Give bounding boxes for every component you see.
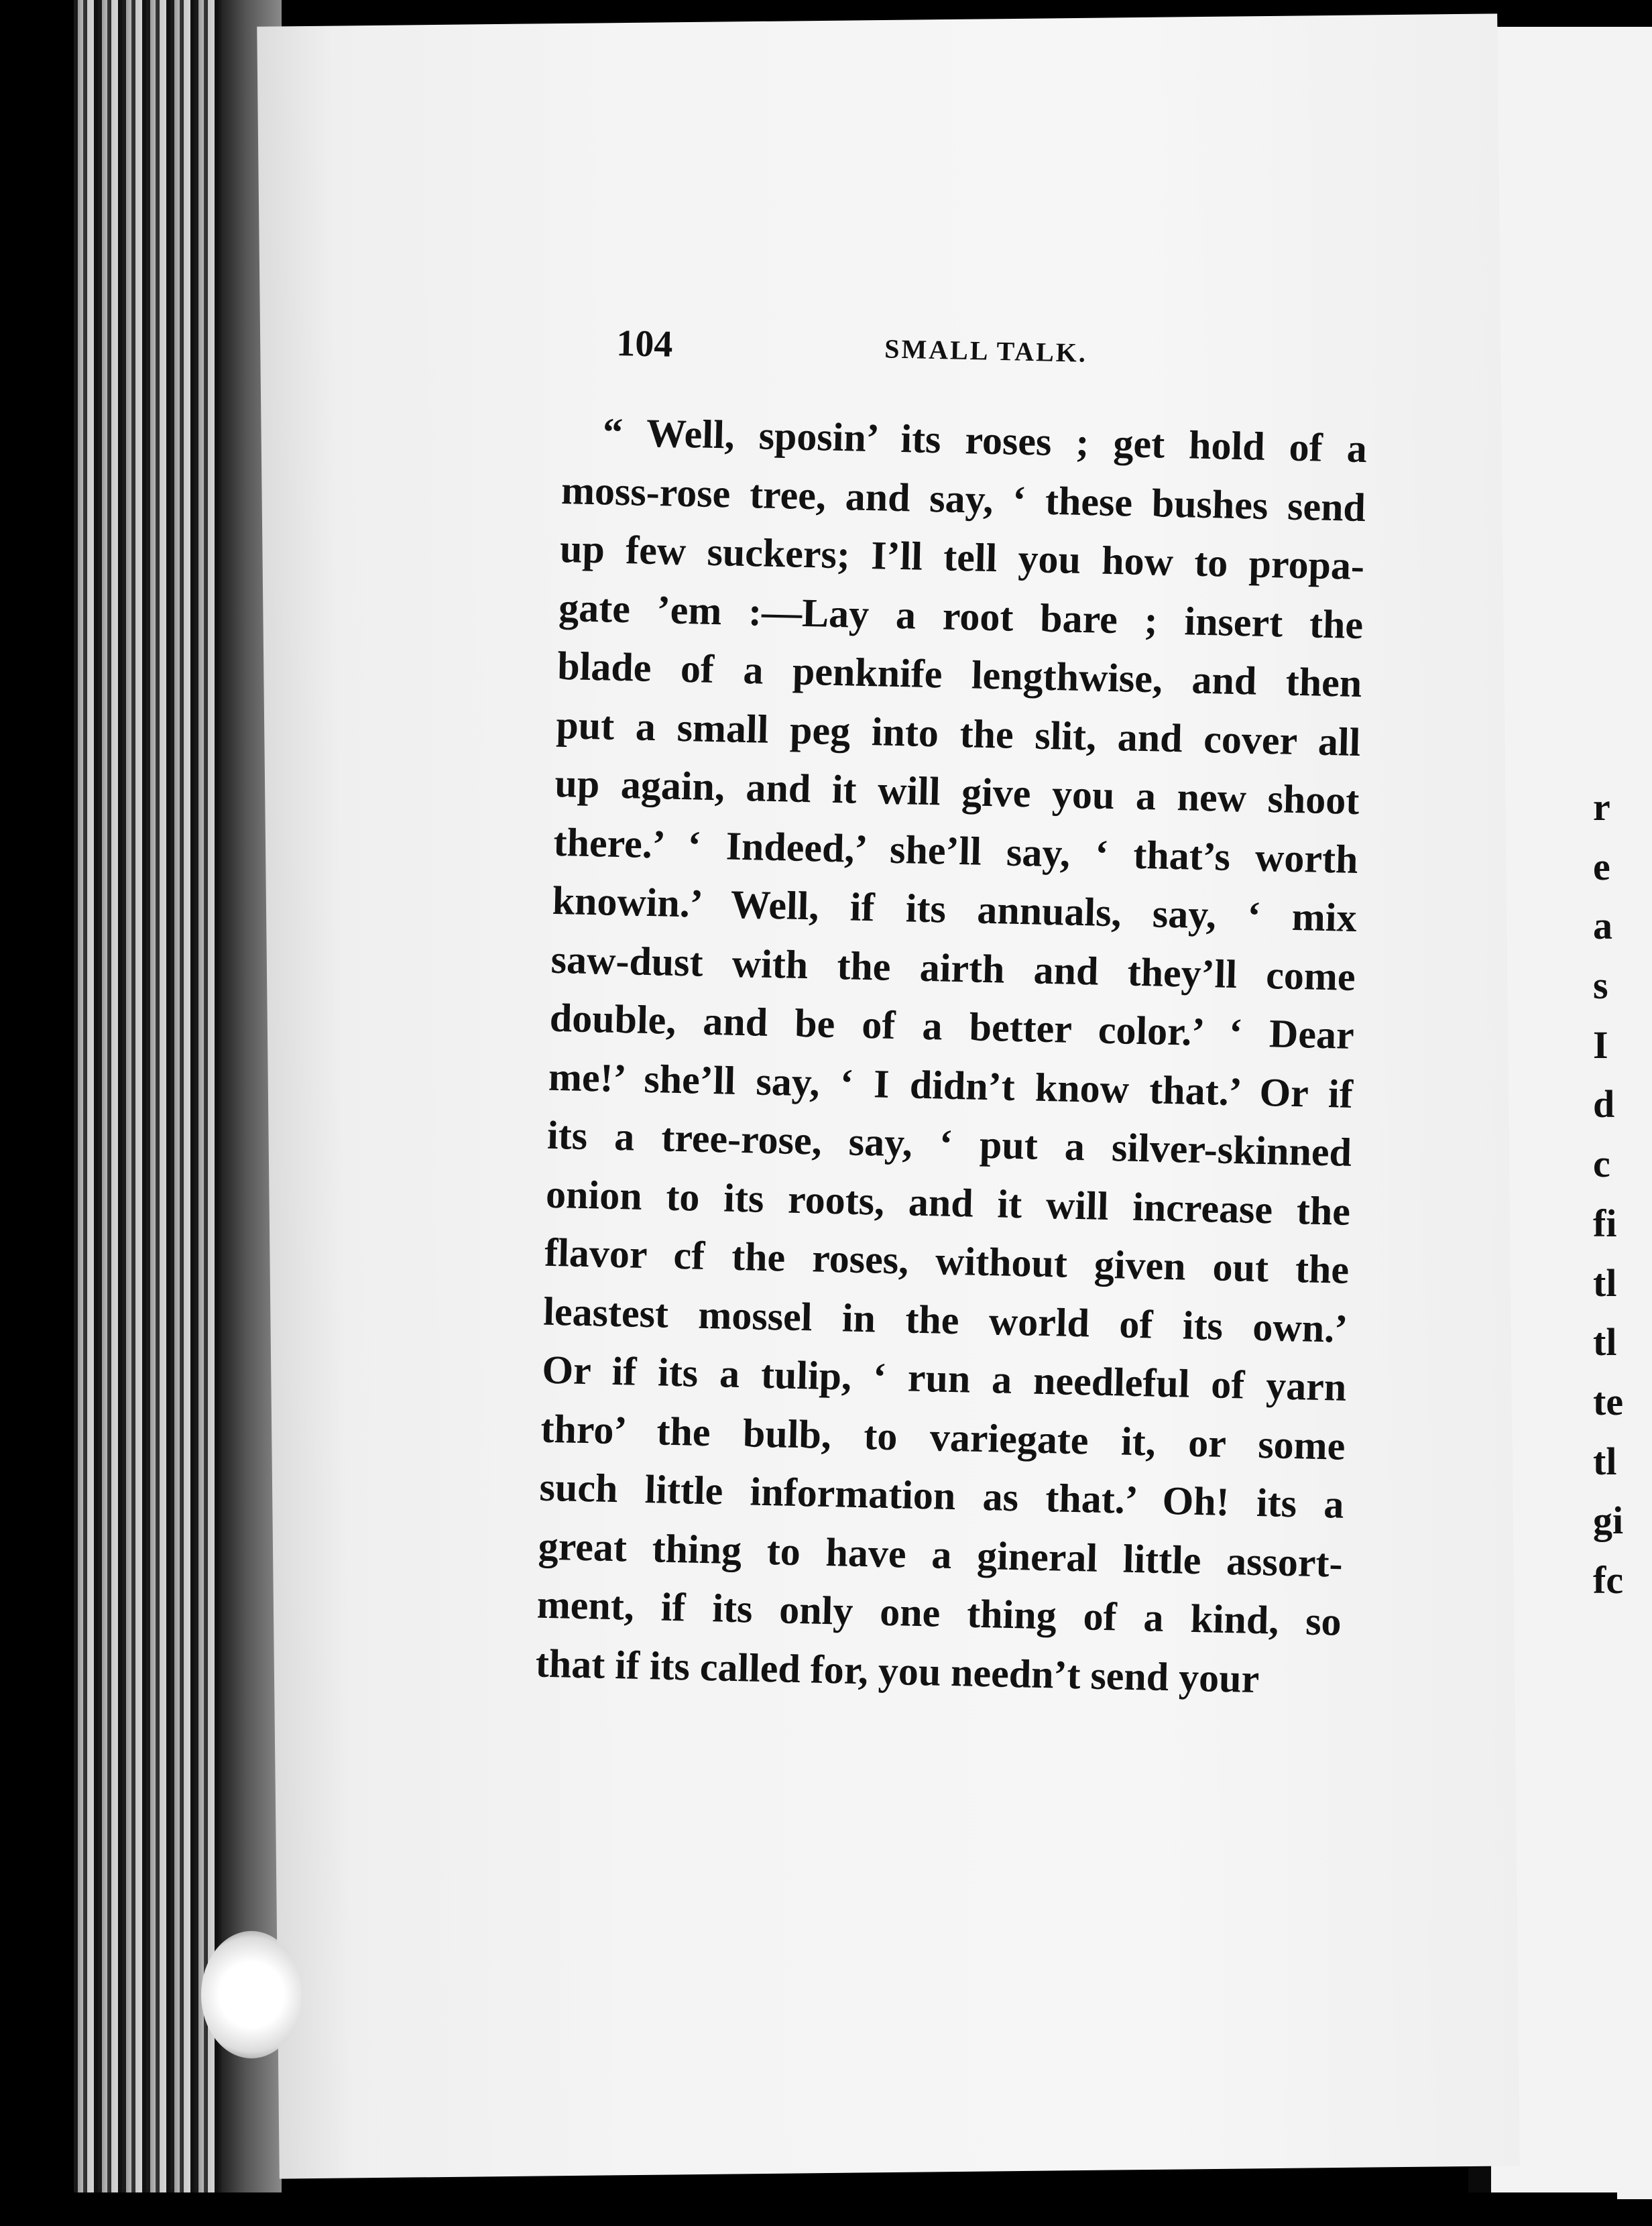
page-number: 104: [615, 322, 673, 365]
text-line: put a small peg into the slit, and cover all: [555, 702, 1361, 764]
fragment: e: [1593, 844, 1610, 888]
text-line: saw-dust with the airth and they’ll come: [550, 937, 1356, 999]
text-line: leastest mossel in the world of its own.’: [542, 1289, 1348, 1351]
text-line: flavor cf the roses, without given out the: [544, 1230, 1350, 1292]
adjacent-page-fragments: [1593, 778, 1624, 1610]
text-line: such little information as that.’ Oh! its a: [538, 1464, 1345, 1527]
running-head: SMALL TALK.: [884, 333, 1088, 368]
fragment: c: [1593, 1142, 1610, 1186]
text-line: that if its called for, you needn’t send your: [535, 1641, 1260, 1701]
body-text: [535, 402, 1368, 1710]
text-line: “ Well, sposin’ its roses ; get hold of a: [602, 410, 1368, 471]
paper-stain: [201, 1931, 302, 2058]
text-line: moss-rose tree, and say, ‘ these bushes send: [560, 467, 1366, 530]
fragment: r: [1593, 785, 1610, 829]
text-line: gate ’em :—Lay a root bare ; insert the: [558, 585, 1364, 647]
text-line: Or if its a tulip, ‘ run a needleful of yarn: [541, 1347, 1347, 1409]
text-line: onion to its roots, and it will increase the: [545, 1171, 1351, 1234]
fragment: tl: [1593, 1439, 1617, 1483]
fragment: a: [1593, 904, 1612, 948]
text-line: blade of a penknife lengthwise, and then: [556, 643, 1362, 706]
text-line: its a tree-rose, say, ‘ put a silver-skinned: [546, 1112, 1352, 1175]
fragment: fi: [1593, 1201, 1617, 1245]
scan-border: [0, 2192, 1617, 2226]
fragment: d: [1593, 1082, 1615, 1126]
fragment: tl: [1593, 1261, 1617, 1305]
text-line: ment, if its only one thing of a kind, so: [536, 1582, 1342, 1644]
text-line: knowin.’ Well, if its annuals, say, ‘ mix: [552, 878, 1358, 940]
fragment: I: [1593, 1022, 1608, 1067]
fragment: gi: [1593, 1499, 1624, 1543]
fragment: s: [1593, 963, 1608, 1008]
fragment: te: [1593, 1379, 1624, 1423]
text-line: up again, and it will give you a new shoot: [554, 760, 1360, 823]
text-line: double, and be of a better color.’ ‘ Dear: [549, 995, 1355, 1057]
text-line: up few suckers; I’ll tell you how to propa-: [559, 526, 1365, 589]
fragment: tl: [1593, 1320, 1617, 1364]
text-line: there.’ ‘ Indeed,’ she’ll say, ‘ that’s worth: [552, 819, 1359, 882]
text-line: great thing to have a gineral little assort-: [538, 1523, 1344, 1586]
text-line: me!’ she’ll say, ‘ I didn’t know that.’ Or if: [548, 1054, 1354, 1116]
fragment: fc: [1593, 1558, 1624, 1602]
text-line: thro’ the bulb, to variegate it, or some: [540, 1406, 1346, 1468]
